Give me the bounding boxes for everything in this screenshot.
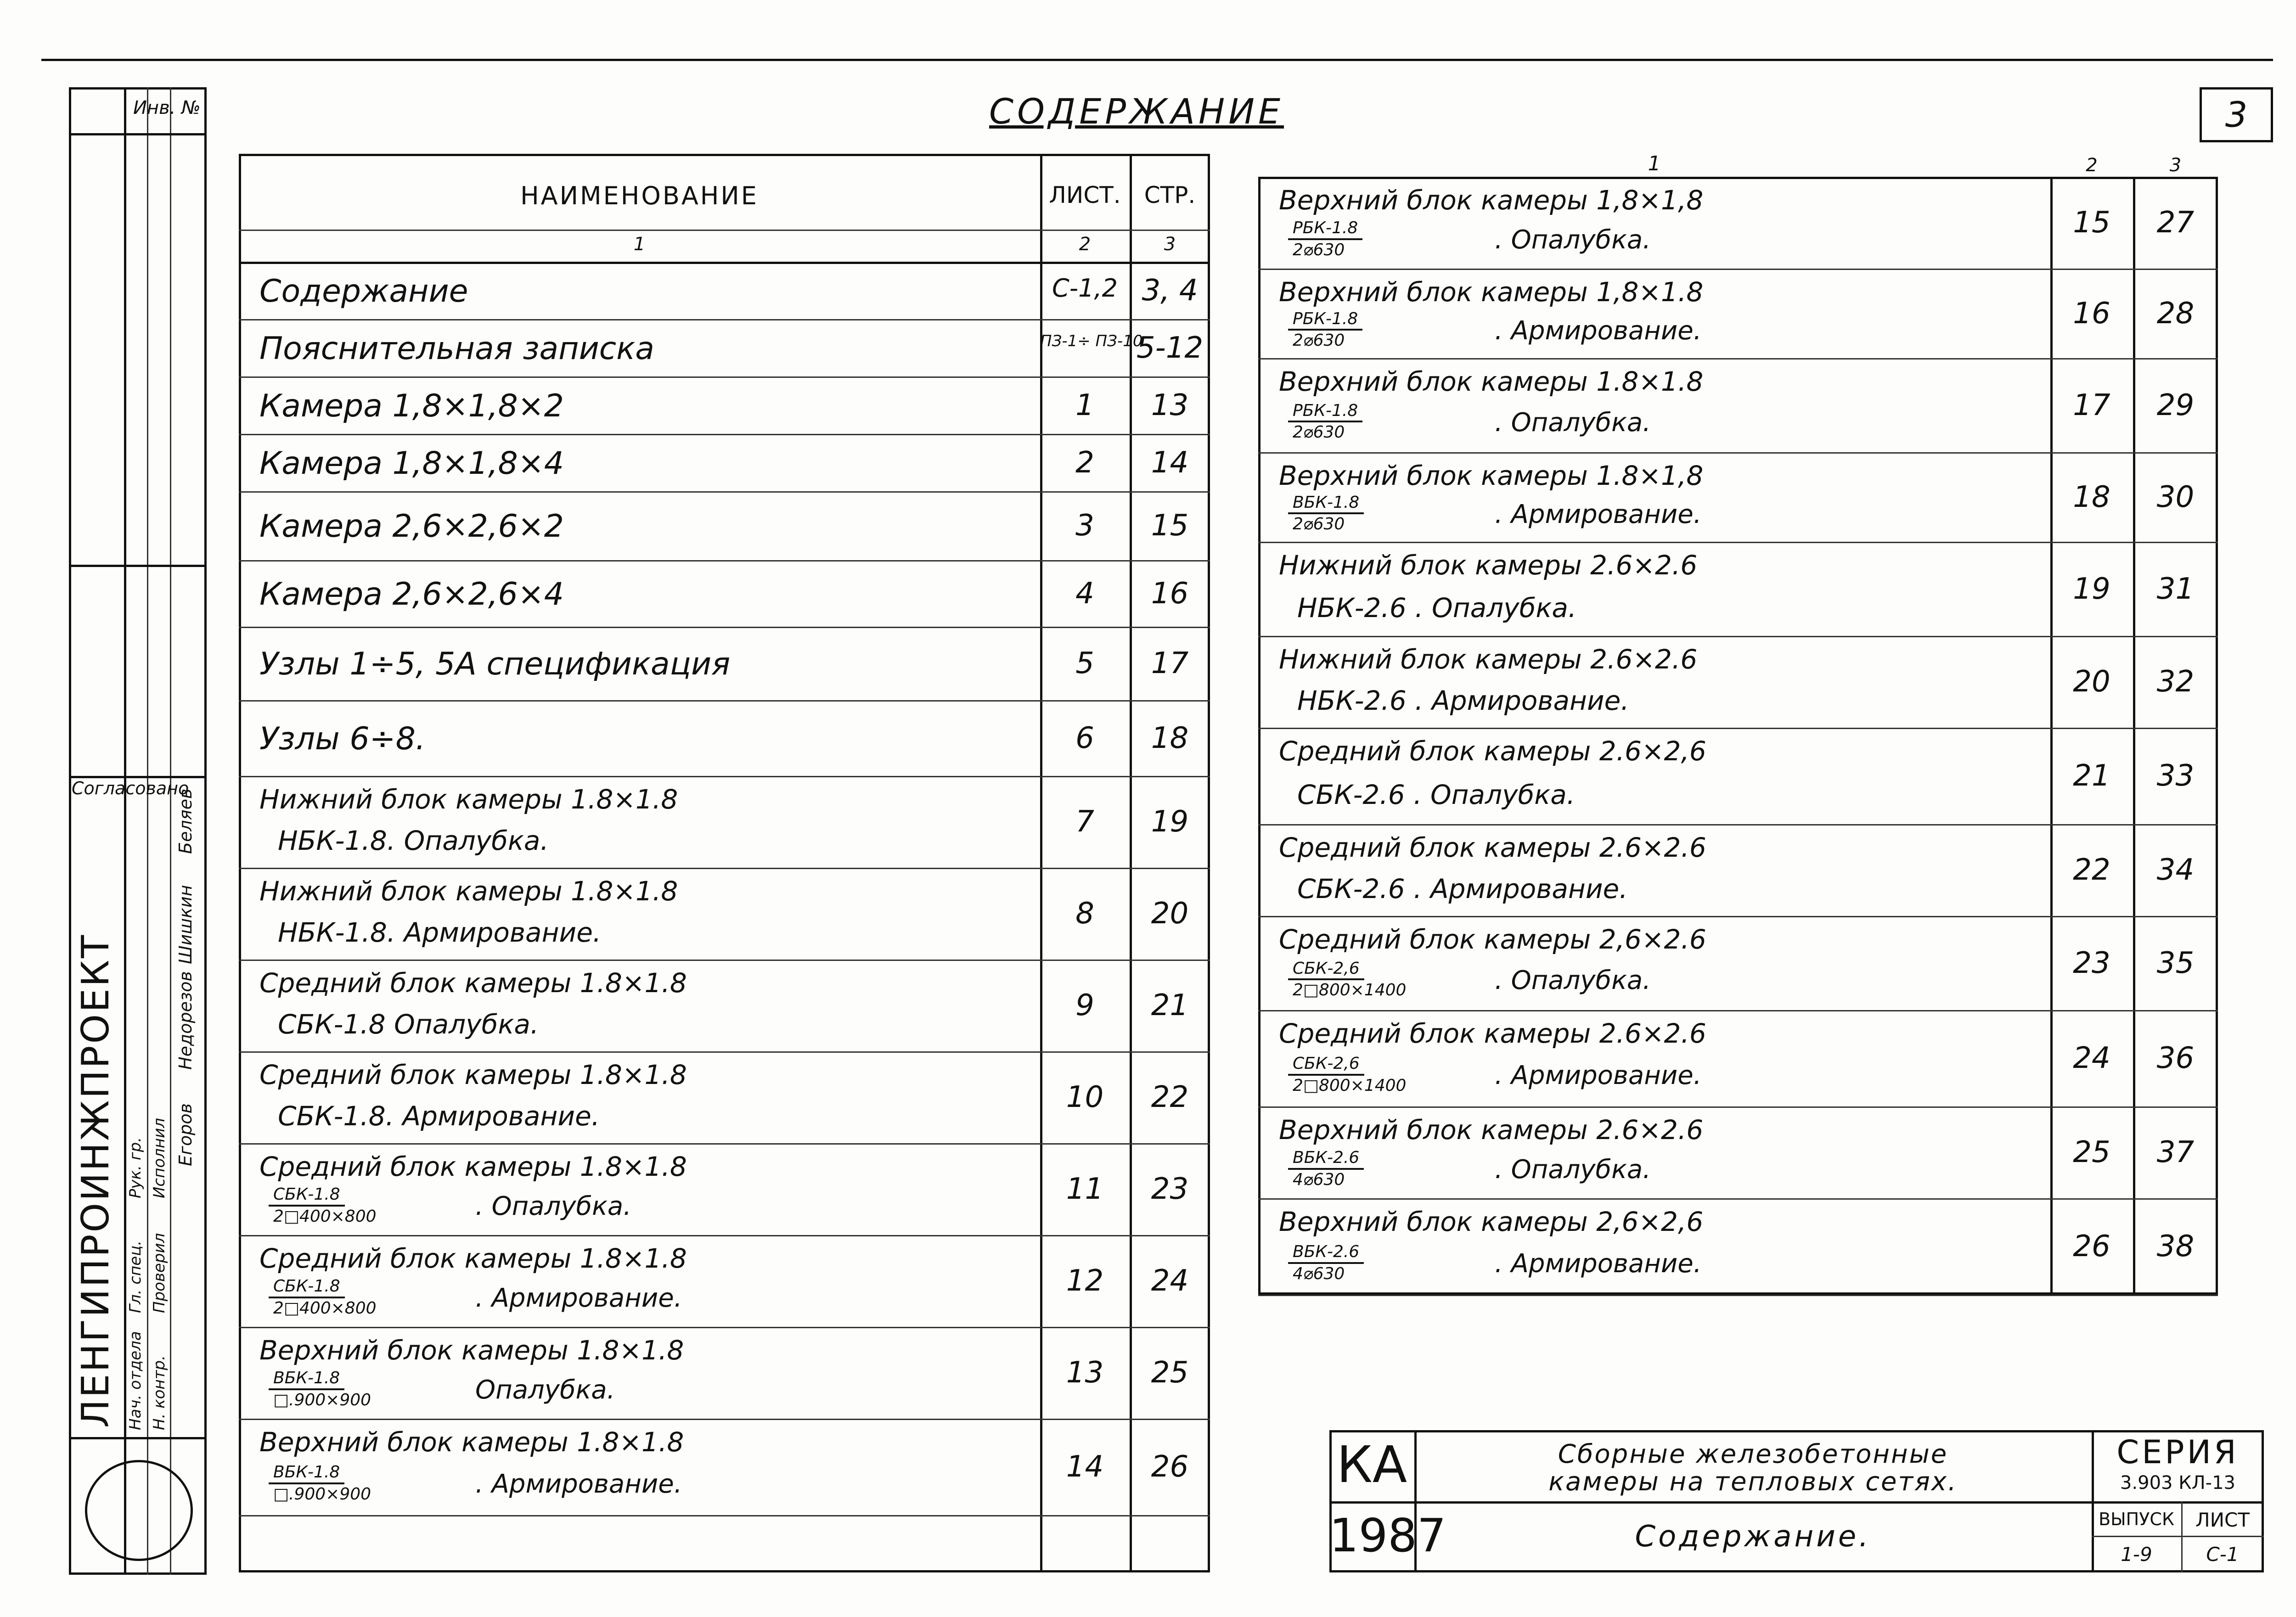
title-block-description-line1: Сборные железобетонные — [1558, 1439, 1948, 1469]
left-header-page: СТР. — [1144, 182, 1196, 208]
row-title: Камера 2,6×2,6×4 — [259, 576, 564, 612]
row-sheet: 2 — [1075, 445, 1094, 480]
row-page: 13 — [1151, 388, 1189, 422]
row-mark-opening: □.900×900 — [273, 1390, 371, 1409]
table-row-rule — [239, 776, 1210, 777]
row-subtitle: СБК-2.6 . Армирование. — [1297, 873, 1628, 904]
side-role: Нач. отдела — [126, 1331, 145, 1430]
row-sheet: С-1,2 — [1052, 273, 1118, 303]
row-subtitle: НБК-1.8. Опалубка. — [278, 825, 549, 856]
row-mark-fraction — [1288, 310, 1362, 350]
row-title: Средний блок камеры 1.8×1.8 — [259, 967, 687, 999]
row-sheet: 9 — [1075, 988, 1094, 1022]
row-page: 15 — [1151, 509, 1189, 543]
table-row-rule — [1258, 542, 2218, 543]
row-sheet: 10 — [1066, 1080, 1104, 1114]
row-sheet: ПЗ-1÷ ПЗ-10 — [1040, 331, 1143, 350]
row-sheet: 7 — [1075, 805, 1094, 839]
row-suffix: . Опалубка. — [1495, 1155, 1651, 1185]
table-row-rule — [1258, 452, 2218, 454]
table-row-rule — [239, 1143, 1210, 1145]
row-sheet: 15 — [2073, 206, 2110, 240]
side-role: Н. контр. — [150, 1355, 169, 1430]
row-mark-code: РБК-1.8 — [1288, 219, 1362, 240]
row-sheet: 19 — [2073, 572, 2110, 606]
row-subtitle: СБК-1.8. Армирование. — [278, 1100, 600, 1132]
table-row-rule — [1258, 1106, 2218, 1108]
row-sheet: 21 — [2073, 759, 2110, 793]
row-title: Нижний блок камеры 2.6×2.6 — [1279, 644, 1698, 675]
row-title: Средний блок камеры 1.8×1.8 — [259, 1059, 687, 1090]
row-title: Средний блок камеры 2.6×2.6 — [1279, 832, 1706, 863]
row-sheet: 4 — [1075, 576, 1094, 611]
row-mark-opening: 4⌀630 — [1293, 1170, 1345, 1189]
row-title: Верхний блок камеры 1.8×1.8 — [259, 1335, 684, 1366]
side-role: Рук. гр. — [126, 1137, 145, 1198]
row-mark-code: РБК-1.8 — [1288, 310, 1362, 331]
table-row-rule — [1258, 728, 2218, 729]
issue-label: ВЫПУСК — [2099, 1509, 2174, 1529]
row-title: Средний блок камеры 1.8×1.8 — [259, 1151, 687, 1182]
side-role: Проверил — [150, 1233, 169, 1313]
left-header-name: НАИМЕНОВАНИЕ — [520, 181, 759, 210]
table-row-rule — [239, 376, 1210, 378]
row-page: 31 — [2156, 572, 2195, 606]
row-page: 16 — [1151, 576, 1189, 611]
row-sheet: 1 — [1075, 388, 1094, 422]
title-block-code: КА — [1336, 1435, 1407, 1494]
row-suffix: . Армирование. — [1495, 1249, 1702, 1279]
table-row-rule — [1258, 1295, 2218, 1296]
title-block-rule — [2092, 1536, 2264, 1537]
row-suffix: . Армирование. — [1495, 499, 1702, 529]
row-mark-fraction — [1288, 1243, 1364, 1283]
row-page: 17 — [1151, 646, 1189, 680]
row-sheet: 26 — [2073, 1230, 2110, 1263]
issue-value: 1-9 — [2121, 1543, 2152, 1566]
table-row-rule — [239, 960, 1210, 961]
row-page: 33 — [2156, 759, 2195, 793]
row-mark-opening: 2□400×800 — [273, 1207, 377, 1226]
table-row-rule — [239, 868, 1210, 869]
row-suffix: . Опалубка. — [475, 1191, 632, 1221]
row-sheet: 13 — [1066, 1356, 1104, 1390]
row-sheet: 25 — [2073, 1135, 2110, 1169]
row-mark-opening: 2⌀630 — [1293, 515, 1345, 534]
row-mark-opening: □.900×900 — [273, 1484, 371, 1504]
row-mark-opening: 2⌀630 — [1293, 423, 1345, 442]
row-mark-fraction — [1288, 1055, 1411, 1095]
row-title: Верхний блок камеры 2,6×2,6 — [1279, 1206, 1704, 1237]
row-title: Камера 2,6×2,6×2 — [259, 508, 564, 545]
row-title: Средний блок камеры 1.8×1.8 — [259, 1243, 687, 1274]
table-row-rule — [239, 1419, 1210, 1420]
row-sheet: 23 — [2073, 946, 2110, 980]
side-name: Беляев — [175, 788, 196, 854]
row-title: Верхний блок камеры 1,8×1.8 — [1279, 276, 1704, 308]
table-row-rule — [1258, 358, 2218, 359]
row-page: 24 — [1151, 1264, 1189, 1298]
right-colnum-sheet: 2 — [2086, 155, 2098, 176]
row-sheet: 6 — [1075, 721, 1094, 755]
row-page: 19 — [1151, 805, 1189, 839]
title-block-rule — [1329, 1501, 2264, 1504]
row-mark-code: ВБК-2.6 — [1288, 1149, 1364, 1170]
row-page: 21 — [1151, 988, 1189, 1022]
row-mark-fraction — [269, 1277, 381, 1317]
right-table-col-divider — [2050, 177, 2053, 1295]
table-row-rule — [239, 434, 1210, 435]
side-stamp-divider — [147, 87, 148, 1575]
row-mark-fraction — [269, 1369, 376, 1409]
row-page: 30 — [2156, 480, 2195, 514]
title-block-sheet-title: Содержание. — [1635, 1520, 1871, 1554]
row-mark-opening: 2⌀630 — [1293, 240, 1345, 259]
table-row-rule — [1258, 1010, 2218, 1011]
table-row-rule — [1258, 636, 2218, 637]
row-sheet: 5 — [1075, 646, 1094, 680]
row-title: Узлы 6÷8. — [259, 720, 426, 757]
side-inventory-label: Инв. № — [133, 97, 201, 118]
table-row-rule — [239, 627, 1210, 628]
left-colnum-name: 1 — [633, 234, 646, 255]
side-role: Исполнил — [150, 1118, 169, 1198]
row-title: Нижний блок камеры 1.8×1.8 — [259, 784, 678, 815]
row-mark-code: ВБК-1.8 — [1288, 494, 1364, 515]
row-page: 22 — [1151, 1080, 1189, 1114]
table-row-rule — [1258, 916, 2218, 917]
left-table-header-rule — [239, 230, 1210, 231]
row-mark-fraction — [269, 1185, 381, 1225]
row-page: 26 — [1151, 1450, 1189, 1484]
page-number: 3 — [2225, 94, 2248, 135]
row-title: Верхний блок камеры 1.8×1.8 — [259, 1426, 684, 1458]
title-block-description-line2: камеры на тепловых сетях. — [1548, 1467, 1958, 1497]
table-row-rule — [1258, 824, 2218, 825]
side-name: Шишкин — [175, 885, 196, 964]
sheet-top-rule — [41, 59, 2273, 61]
row-page: 34 — [2156, 853, 2195, 887]
row-mark-code: РБК-1.8 — [1288, 402, 1362, 423]
row-sheet: 14 — [1066, 1450, 1104, 1484]
sheet-value: С-1 — [2206, 1543, 2239, 1566]
row-page: 25 — [1151, 1356, 1189, 1390]
table-row-rule — [239, 560, 1210, 561]
row-title: Верхний блок камеры 1.8×1.8 — [1279, 366, 1704, 397]
row-suffix: . Опалубка. — [1495, 407, 1651, 438]
organization-logo-icon — [85, 1460, 193, 1561]
row-title: Верхний блок камеры 1,8×1,8 — [1279, 185, 1704, 216]
row-suffix: . Опалубка. — [1495, 965, 1651, 995]
row-title: Нижний блок камеры 1.8×1.8 — [259, 876, 678, 907]
row-mark-code: ВБК-1.8 — [269, 1369, 344, 1390]
left-header-sheet: ЛИСТ. — [1049, 182, 1121, 208]
row-page: 36 — [2156, 1041, 2195, 1075]
row-mark-fraction — [269, 1463, 376, 1503]
row-subtitle: НБК-2.6 . Армирование. — [1297, 685, 1629, 716]
row-sheet: 11 — [1066, 1172, 1104, 1206]
table-row-rule — [239, 1515, 1210, 1516]
row-page: 37 — [2156, 1135, 2195, 1169]
right-colnum-page: 3 — [2169, 155, 2182, 176]
side-stamp-divider — [170, 87, 171, 1575]
row-mark-opening: 2⌀630 — [1293, 331, 1345, 350]
right-table-col-divider — [2133, 177, 2135, 1295]
row-mark-code: СБК-2,6 — [1288, 960, 1364, 981]
row-sheet: 16 — [2073, 296, 2110, 331]
row-mark-fraction — [1288, 402, 1362, 442]
row-mark-fraction — [1288, 219, 1362, 259]
row-sheet: 22 — [2073, 853, 2110, 887]
side-stamp-rule — [69, 133, 207, 135]
row-title: Камера 1,8×1,8×2 — [259, 387, 564, 424]
side-agreed-label: Согласовано — [72, 778, 189, 798]
row-mark-opening: 2□400×800 — [273, 1298, 377, 1318]
row-mark-fraction — [1288, 960, 1411, 999]
row-page: 38 — [2156, 1230, 2195, 1263]
row-subtitle: СБК-2.6 . Опалубка. — [1297, 779, 1576, 810]
left-colnum-page: 3 — [1164, 234, 1176, 255]
right-colnum-name: 1 — [1648, 152, 1661, 175]
row-title: Камера 1,8×1,8×4 — [259, 445, 564, 482]
row-title: Средний блок камеры 2.6×2,6 — [1279, 736, 1706, 767]
row-sheet: 3 — [1075, 509, 1094, 543]
row-suffix: . Армирование. — [475, 1469, 682, 1499]
row-mark-code: СБК-1.8 — [269, 1185, 345, 1207]
row-mark-opening: 2□800×1400 — [1293, 1076, 1407, 1095]
row-page: 5-12 — [1136, 331, 1204, 365]
row-page: 29 — [2156, 388, 2195, 422]
row-title: Средний блок камеры 2,6×2.6 — [1279, 924, 1706, 955]
side-organization: ЛЕНГИПРОИНЖПРОЕКТ — [74, 933, 118, 1428]
table-row-rule — [239, 319, 1210, 320]
row-title: Нижний блок камеры 2.6×2.6 — [1279, 550, 1698, 581]
table-row-rule — [239, 1235, 1210, 1236]
row-suffix: . Опалубка. — [1495, 225, 1651, 255]
row-page: 35 — [2156, 946, 2195, 980]
row-page: 18 — [1151, 721, 1189, 755]
row-suffix: . Армирование. — [1495, 315, 1702, 346]
table-row-rule — [239, 1051, 1210, 1053]
row-suffix: . Армирование. — [1495, 1061, 1702, 1090]
left-colnum-sheet: 2 — [1079, 234, 1091, 255]
side-stamp-rule — [69, 1437, 207, 1439]
row-page: 20 — [1151, 897, 1189, 931]
table-row-rule — [1258, 1198, 2218, 1200]
row-page: 23 — [1151, 1172, 1189, 1206]
row-mark-code: СБК-1.8 — [269, 1277, 345, 1298]
page-title: СОДЕРЖАНИЕ — [989, 91, 1284, 132]
row-mark-fraction — [1288, 1149, 1364, 1189]
row-subtitle: НБК-2.6 . Опалубка. — [1297, 592, 1577, 623]
row-sheet: 17 — [2073, 388, 2110, 422]
table-row-rule — [239, 491, 1210, 493]
side-name: Егоров — [175, 1103, 196, 1166]
table-row-rule — [239, 700, 1210, 702]
row-sheet: 8 — [1075, 897, 1094, 931]
row-page: 28 — [2156, 296, 2195, 331]
row-suffix: . Армирование. — [475, 1283, 682, 1313]
row-page: 32 — [2156, 665, 2195, 699]
table-row-rule — [239, 1327, 1210, 1328]
left-table-header-rule — [239, 262, 1210, 264]
row-title: Содержание — [259, 273, 468, 309]
row-subtitle: НБК-1.8. Армирование. — [278, 917, 602, 948]
row-subtitle: СБК-1.8 Опалубка. — [278, 1009, 539, 1040]
row-sheet: 18 — [2073, 480, 2110, 514]
row-title: Верхний блок камеры 2.6×2.6 — [1279, 1114, 1704, 1145]
row-sheet: 24 — [2073, 1041, 2110, 1075]
row-title: Средний блок камеры 2.6×2.6 — [1279, 1018, 1706, 1049]
row-mark-code: СБК-2,6 — [1288, 1055, 1364, 1076]
side-stamp-rule — [69, 565, 207, 567]
series-value: 3.903 КЛ-13 — [2120, 1472, 2236, 1493]
row-mark-fraction — [1288, 494, 1364, 533]
side-name: Недорезов — [175, 971, 196, 1070]
row-suffix: Опалубка. — [475, 1375, 615, 1405]
row-sheet: 20 — [2073, 665, 2110, 699]
row-page: 27 — [2156, 206, 2195, 240]
row-title: Пояснительная записка — [259, 330, 654, 367]
row-mark-code: ВБК-2.6 — [1288, 1243, 1364, 1264]
table-row-rule — [1258, 269, 2218, 270]
sheet-label: ЛИСТ — [2195, 1509, 2250, 1531]
row-title: Узлы 1÷5, 5А спецификация — [259, 646, 731, 682]
series-label: СЕРИЯ — [2116, 1433, 2239, 1471]
row-title: Верхний блок камеры 1.8×1,8 — [1279, 460, 1704, 491]
title-block-year: 1987 — [1329, 1509, 1446, 1562]
row-sheet: 12 — [1066, 1264, 1104, 1298]
row-page: 14 — [1151, 445, 1189, 480]
row-mark-opening: 2□800×1400 — [1293, 981, 1407, 1000]
row-mark-code: ВБК-1.8 — [269, 1463, 344, 1484]
row-mark-opening: 4⌀630 — [1293, 1264, 1345, 1283]
side-role: Гл. спец. — [126, 1240, 145, 1313]
row-page: 3, 4 — [1142, 273, 1198, 308]
